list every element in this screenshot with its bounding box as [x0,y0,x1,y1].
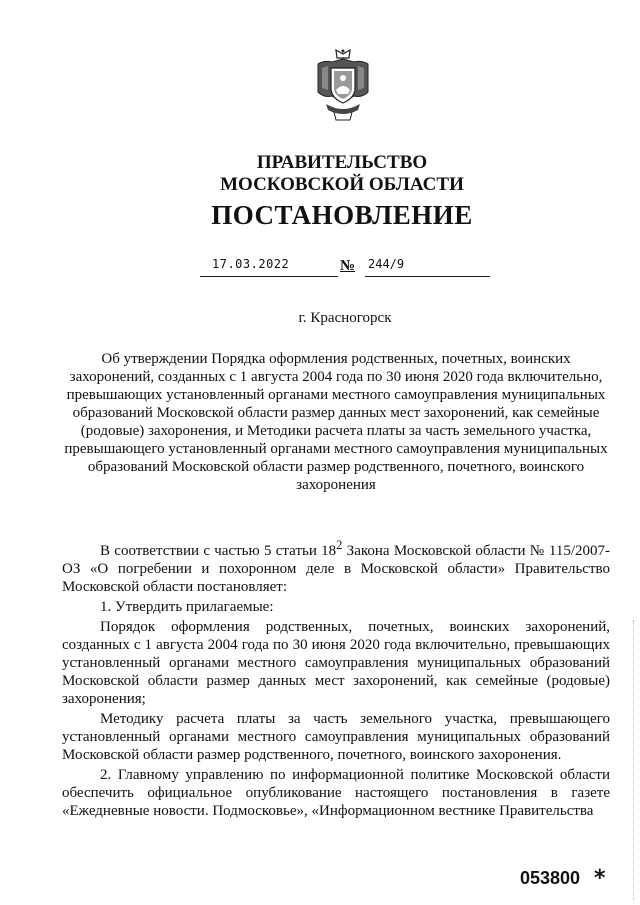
document-number: 244/9 [368,257,405,271]
paragraph-methodology: Методику расчета платы за часть земельного участка, превышающего установленный органами местного самоуправления муниципальных образований Московской области размер родственного, почетного, воинского захоронения. [62,711,610,763]
number-underline [365,276,490,277]
page-edge-marks [631,620,634,900]
number-sign: № [340,258,356,274]
document-type: ПОСТАНОВЛЕНИЕ [211,200,473,230]
preamble-superscript: 2 [336,538,343,552]
coat-of-arms-emblem [314,48,372,122]
document-subject: Об утверждении Порядка оформления родственных, почетных, воинских захоронений, созданных с 1 августа 2004 года по 30 июня 2020 года включительно, превышающих установленный органами местного самоуправления муниципальных образований Московской области размер данных мест захоронений, как семейные (родовые) захоронения, и Методики расчета платы за часть земельного участка, превышающего установленный органами местного самоуправления муниципальных образований Московской области размер родственного, почетного, воинского захоронения [64,351,608,493]
preamble-text-b: Закона Московской области № 115/2007-ОЗ «О погребении и похоронном деле в Московской области» Правительство Московской области постановляет: [62,543,611,595]
government-title [0,152,640,196]
city-label: г. Красногорск [298,310,392,326]
paragraph-preamble [62,536,610,596]
paragraph-order: Порядок оформления родственных, почетных, воинских захоронений, созданных с 1 августа 2004 года по 30 июня 2020 года включительно, превышающих установленный органами местного самоуправления муниципальных образований Московской области размер данных мест захоронений, как семейные (родовые) захоронения; [62,619,610,707]
government-title-line1: ПРАВИТЕЛЬСТВО [256,152,428,173]
registration-line [200,256,500,280]
paragraph-item-2: 2. Главному управлению по информационной политике Московской области обеспечить официальное опубликование настоящего постановления в газете «Ежедневные новости. Подмосковье», «Информационном вестнике Правительства [62,767,610,819]
date-underline [200,276,338,277]
government-title-line2: МОСКОВСКОЙ ОБЛАСТИ [220,174,464,195]
document-body [62,536,610,822]
document-date: 17.03.2022 [212,257,290,271]
serial-number: 053800 [520,868,581,888]
preamble-text-a: В соответствии с частью 5 статьи 18 [100,543,337,559]
paragraph-item-1: 1. Утвердить прилагаемые: [100,599,274,615]
star-mark: * [594,866,606,891]
